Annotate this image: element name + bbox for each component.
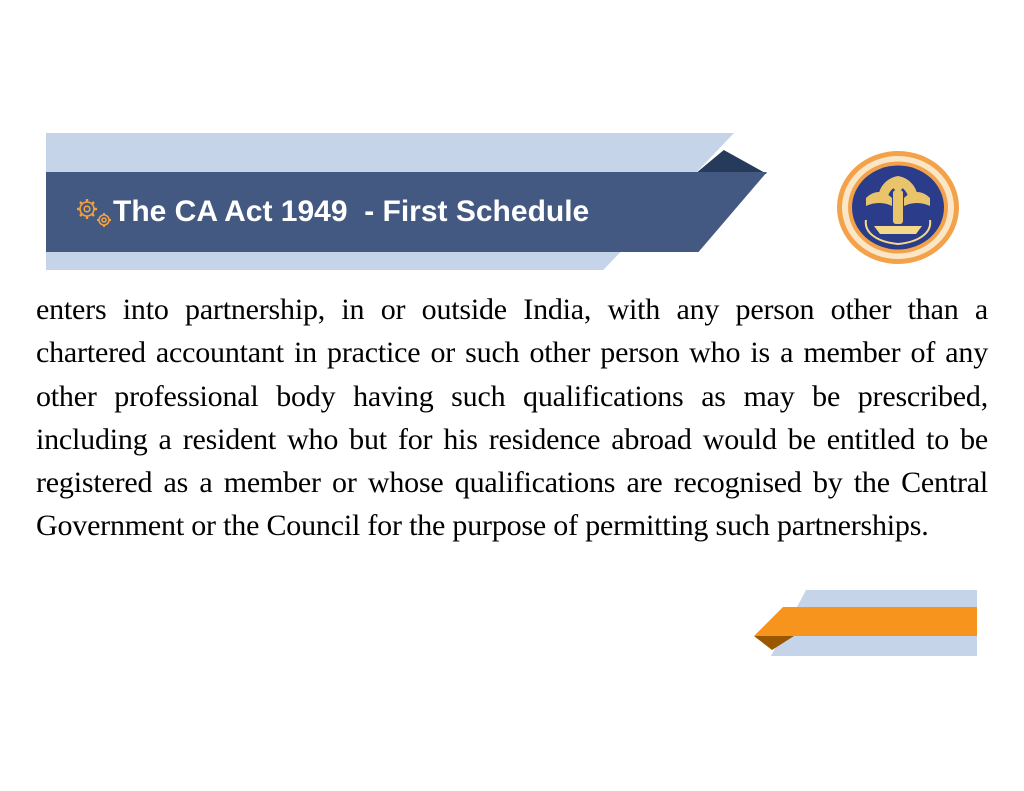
body-paragraph: enters into partnership, in or outside India, with any person other than a chartered accountant in practice or such other person who is a member of any other professional body having such qualifications as may be prescribed, including a resident who but for his residence abroad would be entitled to be registered as a member or whose qualifications are recognised by the Central Government or the Council for the purpose of permitting such partnerships. bbox=[36, 293, 988, 543]
gears-icon bbox=[74, 196, 116, 230]
slide-title: The CA Act 1949 - First Schedule bbox=[113, 195, 590, 228]
decor-bar-orange bbox=[754, 607, 977, 636]
logo-emblem-icon bbox=[837, 151, 959, 264]
icai-logo bbox=[836, 150, 960, 265]
